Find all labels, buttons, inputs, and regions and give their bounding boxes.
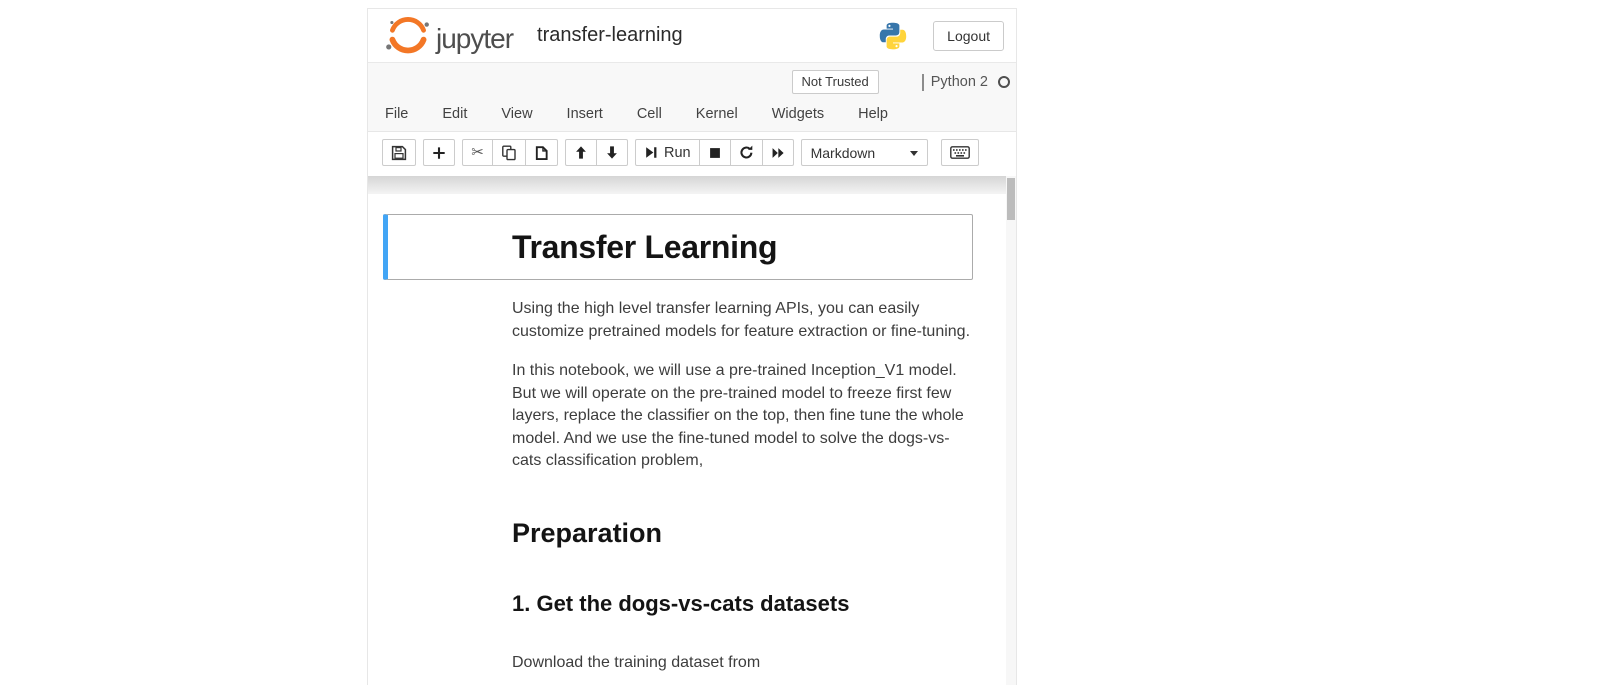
cell-type-dropdown[interactable] bbox=[801, 139, 928, 166]
cell-title-selected[interactable] bbox=[383, 214, 973, 280]
dropdown-caret-icon bbox=[910, 151, 918, 156]
notebook-container bbox=[368, 173, 1016, 685]
paste-icon bbox=[534, 145, 549, 161]
move-cell-down-button[interactable] bbox=[597, 139, 628, 166]
add-cell-icon bbox=[432, 146, 446, 160]
kernel-divider bbox=[922, 74, 924, 91]
restart-run-all-button[interactable] bbox=[763, 139, 794, 166]
restart-icon bbox=[739, 145, 754, 160]
toolbar bbox=[368, 132, 1016, 173]
markdown-h3: 1. Get the dogs-vs-cats datasets bbox=[512, 590, 850, 616]
markdown-paragraph: Using the high level transfer learning APIs, you can easily customize pretrained models for feature extraction or fine-tuning. bbox=[512, 300, 971, 340]
menu-cell[interactable]: Cell bbox=[636, 106, 662, 122]
kernel-name-label: Python 2 bbox=[930, 74, 988, 90]
run-icon bbox=[644, 145, 658, 160]
move-down-icon bbox=[605, 145, 619, 160]
save-icon bbox=[391, 145, 407, 161]
command-palette-button[interactable] bbox=[941, 139, 979, 166]
menu-row bbox=[368, 106, 905, 122]
app-header bbox=[368, 9, 1016, 62]
cell-type-value: Markdown bbox=[810, 144, 876, 161]
menu-edit[interactable]: Edit bbox=[442, 106, 468, 122]
menu-widgets[interactable]: Widgets bbox=[771, 106, 825, 122]
move-up-icon bbox=[574, 145, 588, 160]
move-cell-up-button[interactable] bbox=[565, 139, 597, 166]
markdown-paragraph: Download the training dataset from bbox=[512, 653, 761, 671]
cut-cells-button[interactable] bbox=[462, 139, 493, 166]
cell-step1-heading[interactable] bbox=[383, 592, 973, 616]
cell-preparation-heading[interactable] bbox=[383, 518, 973, 549]
kernel-idle-circle-icon bbox=[998, 76, 1010, 88]
keyboard-icon bbox=[950, 146, 970, 159]
run-cell-button[interactable] bbox=[635, 139, 700, 166]
menu-kernel[interactable]: Kernel bbox=[695, 106, 738, 122]
menubar bbox=[368, 62, 1016, 132]
fast-forward-icon bbox=[771, 146, 785, 160]
interrupt-kernel-button[interactable] bbox=[700, 139, 731, 166]
menu-file[interactable]: File bbox=[385, 106, 409, 122]
cut-icon: ✂ bbox=[471, 144, 484, 161]
notebook-title[interactable]: transfer-learning bbox=[537, 24, 683, 46]
jupyter-logo[interactable] bbox=[382, 17, 513, 54]
markdown-h1: Transfer Learning bbox=[512, 229, 778, 265]
jupyter-logo-text: jupyter bbox=[436, 23, 514, 54]
notebook-app bbox=[367, 8, 1017, 685]
save-button[interactable] bbox=[382, 139, 416, 166]
markdown-paragraph: In this notebook, we will use a pre-trained Inception_V1 model. But we will operate on the pre-trained model to freeze first few layers, replace the classifier on the top, then fine tune the whole model. And we use the fine-tuned model to solve the dogs-vs-cats classification problem, bbox=[512, 362, 964, 469]
add-cell-button[interactable] bbox=[423, 139, 455, 166]
logout-button[interactable]: Logout bbox=[933, 21, 1004, 51]
paste-cells-button[interactable] bbox=[526, 139, 558, 166]
restart-kernel-button[interactable] bbox=[731, 139, 763, 166]
stop-icon bbox=[708, 146, 722, 160]
markdown-h2: Preparation bbox=[512, 517, 663, 548]
trust-status-badge[interactable]: Not Trusted bbox=[792, 70, 879, 94]
jupyter-logo-icon bbox=[382, 17, 434, 54]
menu-view[interactable]: View bbox=[501, 106, 533, 122]
menu-help[interactable]: Help bbox=[858, 106, 888, 122]
cell-list bbox=[368, 194, 1016, 674]
python-logo-icon bbox=[878, 20, 908, 52]
run-button-label: Run bbox=[664, 144, 691, 161]
notebook-top-shadow bbox=[368, 176, 1006, 194]
menu-insert[interactable]: Insert bbox=[566, 106, 603, 122]
cell-download-text[interactable] bbox=[383, 652, 973, 675]
cell-intro[interactable] bbox=[383, 298, 973, 473]
notebook-scrollbar[interactable] bbox=[1006, 176, 1016, 685]
scrollbar-thumb[interactable] bbox=[1007, 178, 1015, 220]
kernel-status-row bbox=[792, 70, 1010, 94]
copy-icon bbox=[501, 145, 517, 161]
copy-cells-button[interactable] bbox=[493, 139, 526, 166]
